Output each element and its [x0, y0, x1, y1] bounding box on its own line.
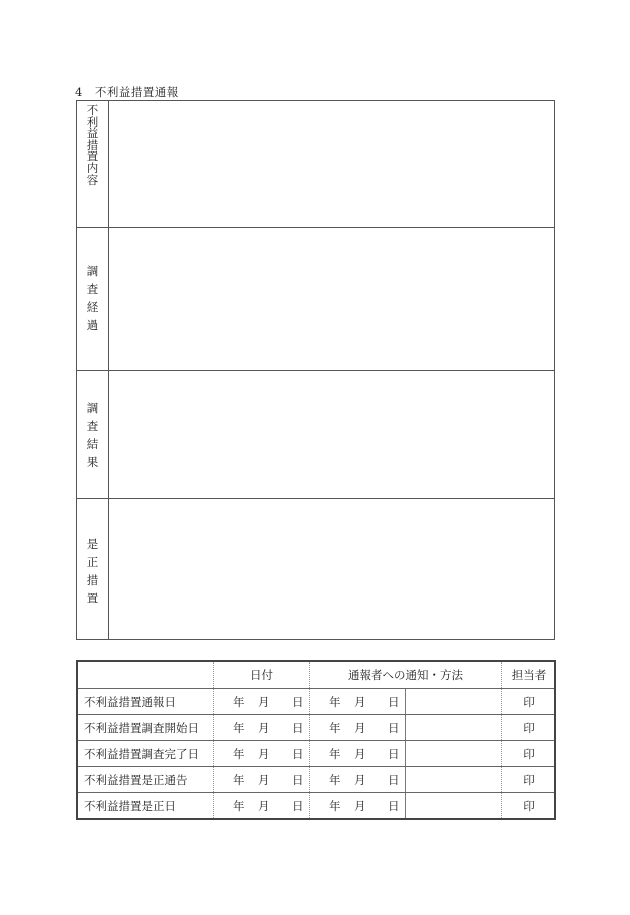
notice-month-label: 月 — [354, 747, 366, 761]
row-label: 不利益措置通報日 — [84, 695, 176, 709]
notice-month-label: 月 — [354, 695, 366, 709]
notice-day-label: 日 — [388, 747, 400, 761]
table-row — [78, 688, 554, 715]
row-label: 不利益措置調査完了日 — [84, 747, 199, 761]
date-year-label: 年 — [233, 721, 245, 735]
section-label-cell — [77, 101, 109, 227]
section-investigation-progress — [77, 227, 554, 371]
notice-day-label: 日 — [388, 695, 400, 709]
date-day-label: 日 — [292, 773, 304, 787]
report-detail-box — [76, 100, 555, 640]
status-table — [76, 660, 556, 820]
notice-month-label: 月 — [354, 799, 366, 813]
row-label: 不利益措置是正日 — [84, 799, 176, 813]
notice-month-label: 月 — [354, 773, 366, 787]
notice-day-label: 日 — [388, 799, 400, 813]
date-month-label: 月 — [258, 721, 270, 735]
notice-day-label: 日 — [388, 773, 400, 787]
table-row — [78, 740, 554, 767]
section-label-measure-content: 不 利 益 措 置 内 容 — [86, 103, 99, 187]
date-year-label: 年 — [233, 747, 245, 761]
seal-label: 印 — [523, 747, 535, 761]
date-year-label: 年 — [233, 799, 245, 813]
header-date: 日付 — [250, 668, 273, 682]
notice-year-label: 年 — [329, 799, 341, 813]
date-year-label: 年 — [233, 695, 245, 709]
notice-year-label: 年 — [329, 773, 341, 787]
section-label-corrective-measure: 是 正 措 置 — [86, 537, 99, 605]
notice-month-label: 月 — [354, 721, 366, 735]
notice-year-label: 年 — [329, 747, 341, 761]
seal-label: 印 — [523, 695, 535, 709]
section-investigation-result — [77, 370, 554, 499]
date-day-label: 日 — [292, 799, 304, 813]
seal-label: 印 — [523, 721, 535, 735]
notice-year-label: 年 — [329, 721, 341, 735]
table-header-row — [78, 662, 554, 688]
section-heading: 4 不利益措置通報 — [75, 85, 179, 99]
seal-label: 印 — [523, 799, 535, 813]
table-row — [78, 714, 554, 741]
date-year-label: 年 — [233, 773, 245, 787]
table-row — [78, 766, 554, 793]
notice-day-label: 日 — [388, 721, 400, 735]
header-notice-method: 通報者への通知・方法 — [348, 668, 463, 682]
date-month-label: 月 — [258, 799, 270, 813]
date-month-label: 月 — [258, 747, 270, 761]
row-label: 不利益措置是正通告 — [84, 773, 188, 787]
row-label: 不利益措置調査開始日 — [84, 721, 199, 735]
seal-label: 印 — [523, 773, 535, 787]
date-month-label: 月 — [258, 695, 270, 709]
section-label-cell — [77, 371, 109, 499]
date-day-label: 日 — [292, 721, 304, 735]
header-person-in-charge: 担当者 — [511, 668, 547, 682]
section-label-investigation-progress: 調 査 経 過 — [86, 264, 99, 332]
section-label-investigation-result: 調 査 結 果 — [86, 401, 99, 469]
section-corrective-measure — [77, 498, 554, 640]
table-row — [78, 792, 554, 819]
notice-year-label: 年 — [329, 695, 341, 709]
date-day-label: 日 — [292, 747, 304, 761]
date-day-label: 日 — [292, 695, 304, 709]
section-label-cell — [77, 499, 109, 640]
section-label-cell — [77, 228, 109, 371]
section-measure-content — [77, 101, 554, 227]
date-month-label: 月 — [258, 773, 270, 787]
